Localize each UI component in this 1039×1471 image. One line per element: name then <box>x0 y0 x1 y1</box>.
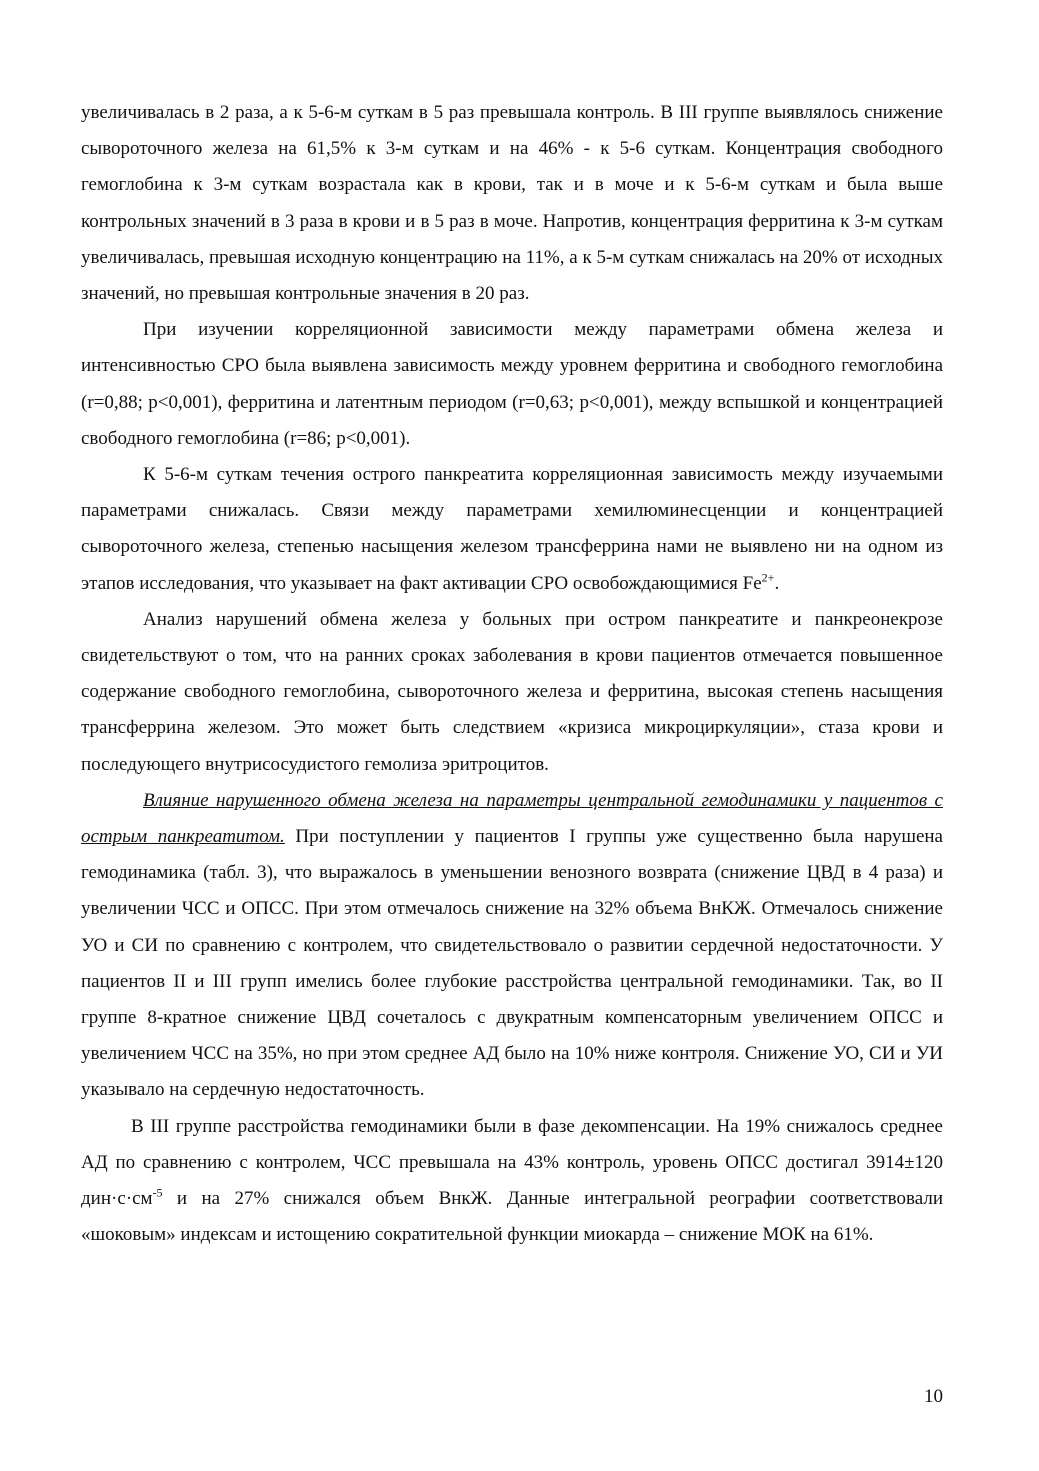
body-text <box>81 95 943 1254</box>
paragraph-5 <box>81 783 943 1109</box>
page-number: 10 <box>924 1386 943 1407</box>
paragraph-6-text: В III группе расстройства гемодинамики были в фазе декомпенсации. На 19% снижалось среднее АД по сравнению с контролем, ЧСС превышала на 43% контроль, уровень ОПСС достигал 3914±120 дин·с·см <box>81 1115 943 1210</box>
paragraph-6 <box>81 1109 943 1254</box>
paragraph-3 <box>81 457 943 602</box>
paragraph-5-text: При поступлении у пациентов I группы уже существенно была нарушена гемодинамика (табл. 3), что выражалось в уменьшении венозного возврата (снижение ЦВД в 4 раза) и увеличении ЧСС и ОПСС. При этом отмечалось снижение на 32% объема ВнКЖ. Отмечалось снижение УО и СИ по сравнению с контролем, что свидетельствовало о развитии сердечной недостаточности. У пациентов II и III групп имелись более глубокие расстройства центральной гемодинамики. Так, во II группе 8-кратное снижение ЦВД сочеталось с двукратным компенсаторным увеличением ОПСС и увеличением ЧСС на 35%, но при этом среднее АД было на 10% ниже контроля. Снижение УО, СИ и УИ указывало на сердечную недостаточность. <box>81 826 943 1101</box>
section-heading: Влияние нарушенного обмена железа на параметры центральной гемодинамики у пациентов с острым панкреатитом. <box>81 789 943 848</box>
paragraph-1: увеличивалась в 2 раза, а к 5-6-м суткам в 5 раз превышала контроль. В III группе выявлялось снижение сывороточного железа на 61,5% к 3-м суткам и на 46% - к 5-6 суткам. Концентрация свободного гемоглобина к 3-м суткам возрастала как в крови, так и в моче и к 5-6-м суткам и была выше контрольных значений в 3 раза в крови и в 5 раз в моче. Напротив, концентрация ферритина к 3-м суткам увеличивалась, превышая исходную концентрацию на 11%, а к 5-м суткам снижалась на 20% от исходных значений, но превышая контрольные значения в 20 раз. <box>81 102 943 305</box>
paragraph-6-tail: и на 27% снижался объем ВнкЖ. Данные интегральной реографии соответствовали «шоковым» индексам и истощению сократительной функции миокарда – снижение МОК на 61%. <box>81 1188 943 1246</box>
paragraph-4: Анализ нарушений обмена железа у больных при остром панкреатите и панкреонекрозе свидетельствуют о том, что на ранних сроках заболевания в крови пациентов отмечается повышенное содержание свободного гемоглобина, сывороточного железа и ферритина, высокая степень насыщения трансферрина железом. Это может быть следствием «кризиса микроциркуляции», стаза крови и последующего внутрисосудистого гемолиза эритроцитов. <box>81 608 943 775</box>
paragraph-2: При изучении корреляционной зависимости между параметрами обмена железа и интенсивностью СРО была выявлена зависимость между уровнем ферритина и свободного гемоглобина (r=0,88; p<0,001), ферритина и латентным периодом (r=0,63; p<0,001), между вспышкой и концентрацией свободного гемоглобина (r=86; p<0,001). <box>81 319 943 449</box>
iron-ion-superscript: 2+ <box>761 570 775 585</box>
paragraph-3-text: К 5-6-м суткам течения острого панкреатита корреляционная зависимость между изучаемыми параметрами снижалась. Связи между параметрами хемилюминесценции и концентрацией сывороточного железа, степенью насыщения железом трансферрина нами не выявлено ни на одном из этапов исследования, что указывает на факт активации СРО освобождающимися Fe <box>81 464 943 594</box>
paragraph-3-tail: . <box>774 572 780 594</box>
unit-superscript: -5 <box>152 1185 163 1200</box>
